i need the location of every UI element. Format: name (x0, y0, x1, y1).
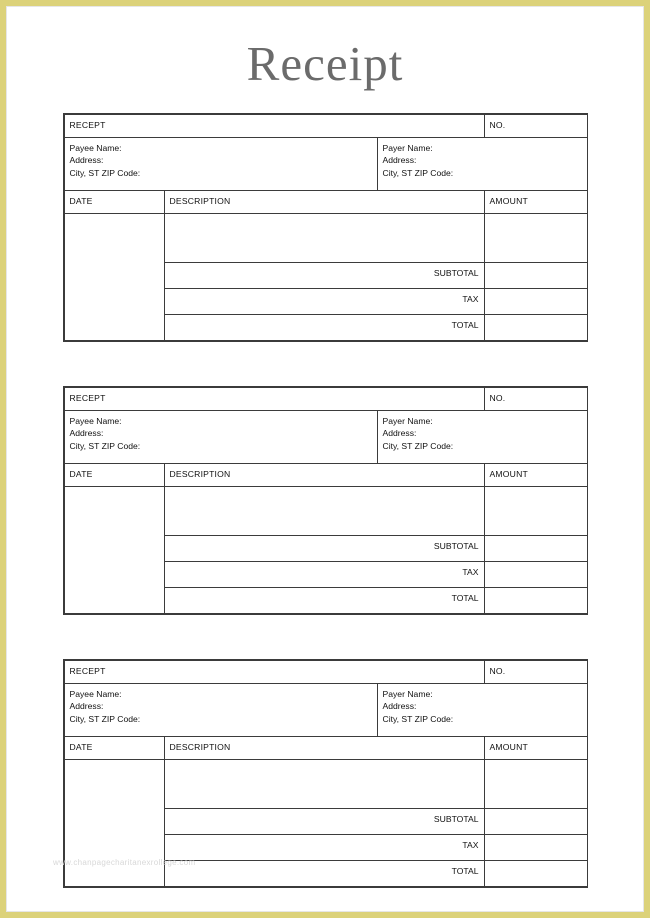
table-row (64, 683, 587, 736)
payee-address-label: Address: (69, 428, 104, 439)
payee-block[interactable] (64, 410, 377, 463)
date-cell[interactable] (64, 486, 164, 613)
amount-cell[interactable] (484, 486, 587, 535)
receipt-number-label[interactable]: NO. (484, 660, 587, 683)
column-header-amount: AMOUNT (484, 736, 587, 759)
tax-value[interactable] (484, 561, 587, 587)
payee-block[interactable] (64, 137, 377, 190)
receipt-number-label[interactable]: NO. (484, 114, 587, 137)
payer-address-label: Address: (382, 701, 417, 712)
date-cell[interactable] (64, 759, 164, 886)
column-header-date: DATE (64, 736, 164, 759)
amount-cell[interactable] (484, 213, 587, 262)
tax-label: TAX (164, 561, 484, 587)
table-row (64, 114, 587, 137)
payer-address-label: Address: (382, 428, 417, 439)
subtotal-label: SUBTOTAL (164, 262, 484, 288)
column-header-date: DATE (64, 190, 164, 213)
payee-address-label: Address: (69, 701, 104, 712)
payer-name-label: Payer Name: (382, 142, 433, 153)
payer-name-label: Payer Name: (382, 688, 433, 699)
receipt-table-1 (64, 114, 588, 341)
payer-block[interactable] (377, 683, 587, 736)
payer-city-label: City, ST ZIP Code: (382, 713, 454, 724)
receipt-block-3 (63, 659, 588, 888)
receipt-number-label[interactable]: NO. (484, 387, 587, 410)
payer-city-label: City, ST ZIP Code: (382, 440, 454, 451)
column-header-date: DATE (64, 463, 164, 486)
table-row (64, 660, 587, 683)
table-header-row (64, 190, 587, 213)
column-header-amount: AMOUNT (484, 190, 587, 213)
description-cell[interactable] (164, 486, 484, 535)
subtotal-value[interactable] (484, 535, 587, 561)
tax-value[interactable] (484, 834, 587, 860)
total-value[interactable] (484, 314, 587, 340)
table-row (64, 410, 587, 463)
receipt-heading: RECEPT (64, 387, 484, 410)
payer-city-label: City, ST ZIP Code: (382, 167, 454, 178)
total-value[interactable] (484, 587, 587, 613)
subtotal-value[interactable] (484, 262, 587, 288)
receipt-block-2 (63, 386, 588, 615)
payer-block[interactable] (377, 137, 587, 190)
table-header-row (64, 463, 587, 486)
description-cell[interactable] (164, 759, 484, 808)
receipt-heading: RECEPT (64, 114, 484, 137)
receipt-table-2 (64, 387, 588, 614)
payee-name-label: Payee Name: (69, 142, 122, 153)
payee-name-label: Payee Name: (69, 415, 122, 426)
column-header-description: DESCRIPTION (164, 736, 484, 759)
subtotal-value[interactable] (484, 808, 587, 834)
column-header-description: DESCRIPTION (164, 190, 484, 213)
page-inner-frame (6, 6, 644, 912)
tax-value[interactable] (484, 288, 587, 314)
receipt-list (7, 113, 643, 888)
payee-city-label: City, ST ZIP Code: (69, 440, 141, 451)
subtotal-label: SUBTOTAL (164, 808, 484, 834)
receipt-block-1 (63, 113, 588, 342)
column-header-description: DESCRIPTION (164, 463, 484, 486)
total-label: TOTAL (164, 314, 484, 340)
date-cell[interactable] (64, 213, 164, 340)
payee-block[interactable] (64, 683, 377, 736)
receipt-table-3 (64, 660, 588, 887)
table-row (64, 213, 587, 262)
table-row (64, 759, 587, 808)
table-row (64, 137, 587, 190)
description-cell[interactable] (164, 213, 484, 262)
watermark-text: www.chanpagecharitanexrollege.com (53, 858, 196, 867)
payer-block[interactable] (377, 410, 587, 463)
page-title: Receipt (246, 36, 404, 91)
table-row (64, 387, 587, 410)
payer-name-label: Payer Name: (382, 415, 433, 426)
table-row (64, 486, 587, 535)
tax-label: TAX (164, 288, 484, 314)
payee-city-label: City, ST ZIP Code: (69, 713, 141, 724)
payee-address-label: Address: (69, 155, 104, 166)
table-header-row (64, 736, 587, 759)
subtotal-label: SUBTOTAL (164, 535, 484, 561)
amount-cell[interactable] (484, 759, 587, 808)
payer-address-label: Address: (382, 155, 417, 166)
total-label: TOTAL (164, 860, 484, 886)
total-label: TOTAL (164, 587, 484, 613)
payee-name-label: Payee Name: (69, 688, 122, 699)
tax-label: TAX (164, 834, 484, 860)
column-header-amount: AMOUNT (484, 463, 587, 486)
receipt-heading: RECEPT (64, 660, 484, 683)
payee-city-label: City, ST ZIP Code: (69, 167, 141, 178)
total-value[interactable] (484, 860, 587, 886)
